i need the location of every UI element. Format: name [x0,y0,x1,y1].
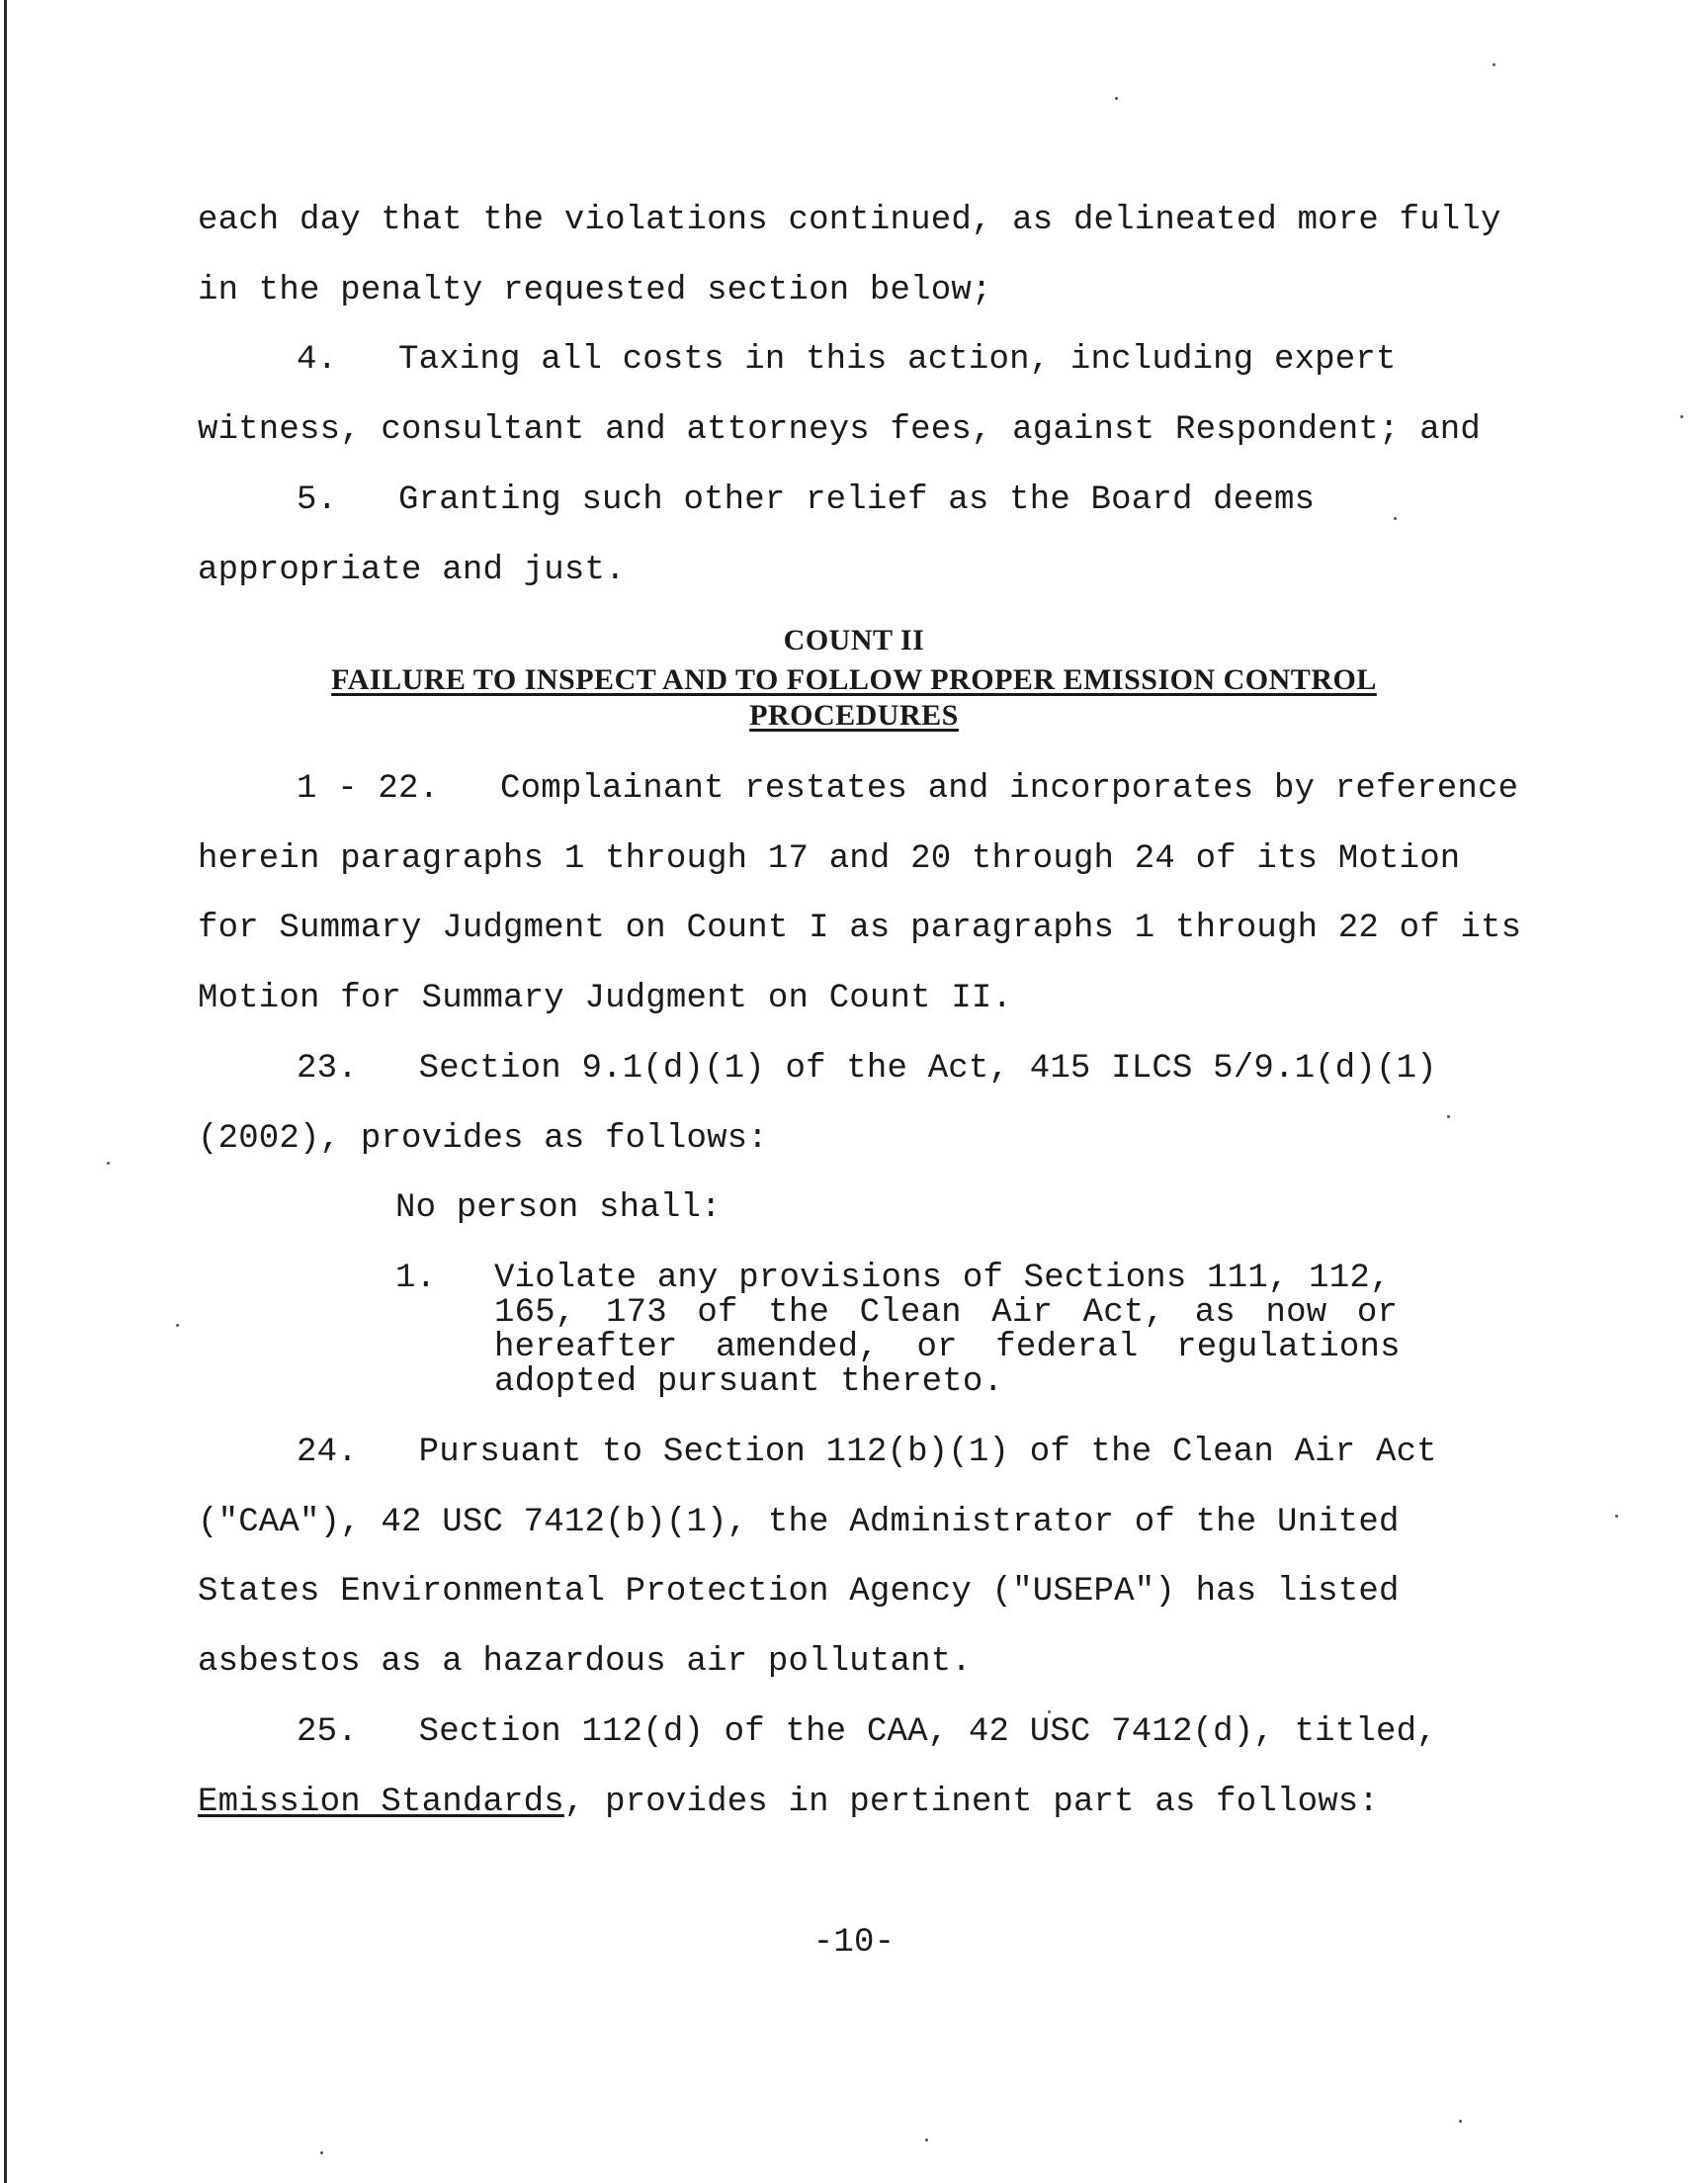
scan-speck [1680,415,1683,418]
text-line: 23. Section 9.1(d)(1) of the Act, 415 ILCS 5/9.1(d)(1) [297,1050,1437,1088]
scan-speck [1459,2120,1462,2123]
text-line: 4. Taxing all costs in this action, including expert [297,341,1397,379]
scan-speck [1048,1710,1051,1713]
page-number: -10- [812,1924,896,1962]
text-line: Motion for Summary Judgment on Count II. [198,980,1013,1017]
text-line: (2002), provides as follows: [198,1120,768,1158]
quote-line: hereafter amended, or federal regulations [494,1329,1401,1366]
text-line: asbestos as a hazardous air pollutant. [198,1643,972,1681]
scan-speck [176,1324,179,1327]
text-line: appropriate and just. [198,552,626,589]
text-line [198,1783,1379,1822]
text-fragment: , provides in pertinent part as follows: [563,1784,1380,1821]
emission-standards-title: Emission Standards [198,1784,564,1821]
text-line: ("CAA"), 42 USC 7412(b)(1), the Administrator of the United [198,1504,1400,1541]
text-line: in the penalty requested section below; [198,272,992,309]
scan-speck [925,2139,928,2141]
quote-line: adopted pursuant thereto. [494,1363,1004,1401]
text-line: for Summary Judgment on Count I as paragraphs 1 through 22 of its [198,910,1522,947]
scan-speck [1493,63,1495,66]
text-line: herein paragraphs 1 through 17 and 20 through 24 of its Motion [198,840,1461,878]
scan-speck [1447,1115,1450,1118]
scan-speck [320,2151,323,2154]
quote-line: 165, 173 of the Clean Air Act, as now or [494,1294,1399,1332]
text-line: No person shall: [395,1189,722,1227]
scan-speck [1115,97,1118,100]
text-line: States Environmental Protection Agency ("USEPA") has listed [198,1573,1400,1611]
text-line: 24. Pursuant to Section 112(b)(1) of the Clean Air Act [297,1434,1437,1471]
text-line: each day that the violations continued, as delineated more fully [198,202,1501,239]
text-line: 5. Granting such other relief as the Board deems [297,481,1316,519]
count-title-line-1: FAILURE TO INSPECT AND TO FOLLOW PROPER EMISSION CONTROL [331,663,1377,696]
count-heading: COUNT II [783,624,925,656]
quote-number: 1. [395,1260,437,1297]
text-line: 1 - 22. Complainant restates and incorporates by reference [297,770,1519,808]
scan-speck [1394,517,1397,520]
scan-edge-line [4,0,7,2183]
text-line: 25. Section 112(d) of the CAA, 42 USC 7412(d), titled, [297,1713,1437,1751]
scan-speck [1615,1515,1618,1518]
count-title-line-2: PROCEDURES [749,699,959,732]
scan-speck [107,1162,110,1165]
quote-line: Violate any provisions of Sections 111, 112, [494,1260,1391,1297]
text-line: witness, consultant and attorneys fees, against Respondent; and [198,411,1482,449]
